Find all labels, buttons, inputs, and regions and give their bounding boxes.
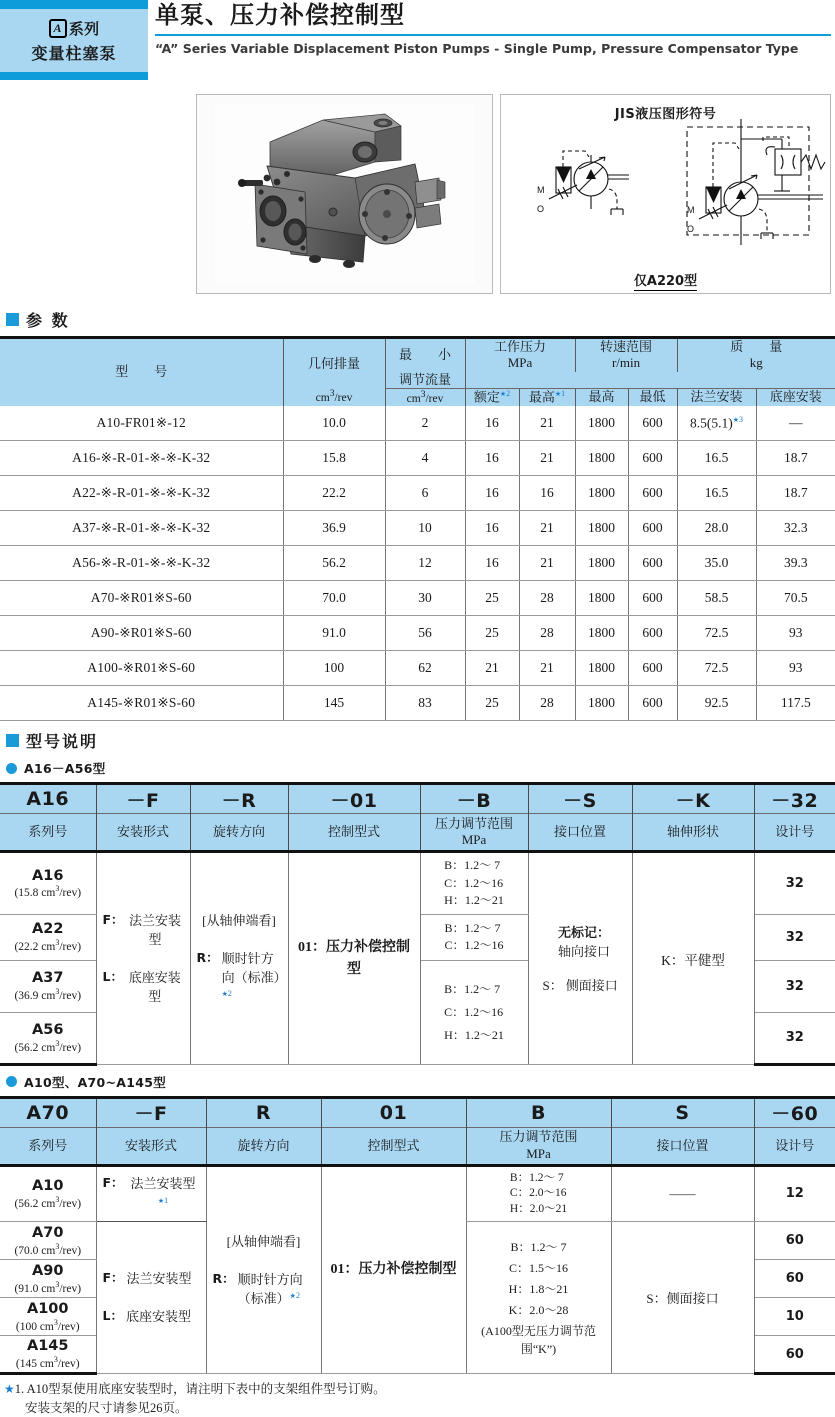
cell-mfoot: 93 [756,651,835,686]
cell-smax: 1800 [575,476,628,511]
cell-mfoot: — [756,406,835,441]
parameters-table [0,336,835,721]
label-cell: 安装形式 [96,814,190,852]
cell-mfoot: 117.5 [756,686,835,721]
design-number-cell: 32 [754,852,835,914]
cell-pmax: 21 [519,441,575,476]
cell-minflow: 12 [385,546,465,581]
design-number-cell: 10 [754,1298,835,1336]
series-cell: A10 (56.2 $cm^3/rev$) [0,1165,96,1222]
cell-mflange: 8.5(5.1) ★ $^3$ [677,406,756,441]
code-row [0,784,835,814]
design-number-cell: 32 [754,914,835,960]
label-cell: 控制型式 [288,814,420,852]
cell-model: A145-※R01※S-60 [0,686,283,721]
cell-model: A70-※R01※S-60 [0,581,283,616]
model-section-title [6,729,835,752]
section-marker-square [6,734,19,747]
label-cell: 旋转方向 [206,1127,321,1165]
cell-minflow: 10 [385,511,465,546]
code-cell: －K [632,784,754,814]
label-row [0,814,835,852]
cell-prated: 16 [465,476,519,511]
cell-pmax: 28 [519,616,575,651]
label-cell: 系列号 [0,814,96,852]
mount-cell: F： 法兰安装型 L： 底座安装型 [96,852,190,1064]
series-cell: A56 (56.2 $cm^3/rev$) [0,1012,96,1064]
params-header-row-1 [0,338,835,372]
figures-row [0,90,835,300]
label-cell: 系列号 [0,1127,96,1165]
pressure-range-cell: B：1.2～ 7 C：1.5～16 H：1.8～21 K：2.0～28 (A100型无压力调节范围“K”) [466,1222,611,1374]
cell-prated: 21 [465,651,519,686]
table-row [0,686,835,721]
cell-mflange: 16.5 [677,476,756,511]
cell-mfoot: 18.7 [756,441,835,476]
th-mass: 质 量 kg [677,338,835,372]
cell-mflange: 58.5 [677,581,756,616]
bullet-dot-icon [6,763,17,774]
mount-cell-a10: F： 法兰安装型★ $^1$ [96,1165,206,1222]
port-cell: 无标记： 轴向接口 S： 侧面接口 [528,852,632,1064]
label-cell: 压力调节范围 MPa [466,1127,611,1165]
table-row [0,1165,835,1222]
design-number-cell: 12 [754,1165,835,1222]
th-spacer [465,372,835,389]
model-table2-subtitle [6,1073,835,1091]
pressure-range-cell: B：1.2～ 7 C：1.2～16 [420,914,528,960]
cell-pmax: 28 [519,581,575,616]
cell-prated: 25 [465,581,519,616]
cell-smax: 1800 [575,616,628,651]
cell-model: A90-※R01※S-60 [0,616,283,651]
cell-mflange: 35.0 [677,546,756,581]
series-cell: A100 (100 $cm^3/rev$) [0,1298,96,1336]
cell-mflange: 28.0 [677,511,756,546]
jis-port-o-right: O [687,224,695,234]
label-cell: 旋转方向 [190,814,288,852]
cell-smin: 600 [628,581,677,616]
th-mass-flange: 法兰安装 [677,388,756,406]
section-marker-square [6,313,19,326]
mount-cell: F： 法兰安装型 L： 底座安装型 [96,1222,206,1374]
cell-mfoot: 32.3 [756,511,835,546]
jis-symbol-box [500,94,831,294]
page-header [0,0,835,88]
cell-minflow: 62 [385,651,465,686]
cell-smax: 1800 [575,406,628,441]
cell-smin: 600 [628,441,677,476]
th-displacement-unit: $cm^3$/rev [283,388,385,406]
pressure-range-cell-a10: B：1.2～ 7 C：2.0～16 H：2.0～21 [466,1165,611,1222]
cell-pmax: 28 [519,686,575,721]
jis-symbol-title: JIS液压图形符号 [614,107,717,122]
design-number-cell: 32 [754,960,835,1012]
th-minflow-unit: $cm^3$/rev [385,388,465,406]
port-cell-a10: —— [611,1165,754,1222]
label-cell: 接口位置 [611,1127,754,1165]
cell-smax: 1800 [575,686,628,721]
pump-photo [215,104,475,284]
series-cell: A90 (91.0 $cm^3/rev$) [0,1260,96,1298]
star-icon: ★ [4,1382,15,1397]
cell-prated: 16 [465,511,519,546]
series-cell: A37 (36.9 $cm^3/rev$) [0,960,96,1012]
bullet-dot-icon [6,1076,17,1087]
cell-prated: 16 [465,441,519,476]
cell-smin: 600 [628,476,677,511]
cell-disp: 91.0 [283,616,385,651]
label-cell: 轴伸形状 [632,814,754,852]
rotation-cell: [从轴伸端看] R： 顺时针方向（标准） ★ $^2$ [206,1165,321,1374]
cell-model: A10-FR01※-12 [0,406,283,441]
cell-prated: 25 [465,686,519,721]
cell-pmax: 16 [519,476,575,511]
cell-model: A56-※-R-01-※-※-K-32 [0,546,283,581]
series-badge-line1-text: 系列 [68,19,100,38]
jis-symbol-diagram [501,117,832,267]
shaft-cell: K：平健型 [632,852,754,1064]
port-cell: S：侧面接口 [611,1222,754,1374]
model-title-text: 型号说明 [26,732,99,752]
cell-mfoot: 18.7 [756,476,835,511]
model-table1-subtitle [6,759,835,777]
cell-model: A16-※-R-01-※-※-K-32 [0,441,283,476]
rotation-cell: [从轴伸端看] R： 顺时针方向（标准）★ $^2$ [190,852,288,1064]
cell-pmax: 21 [519,511,575,546]
code-cell: －R [190,784,288,814]
header-title-block [155,2,831,57]
cell-disp: 100 [283,651,385,686]
design-number-cell: 32 [754,1012,835,1064]
pump-photo-box [196,94,493,294]
cell-pmax: 21 [519,651,575,686]
series-badge [0,0,148,80]
cell-smin: 600 [628,511,677,546]
table-row [0,852,835,914]
cell-smin: 600 [628,686,677,721]
label-cell: 压力调节范围 MPa [420,814,528,852]
model-table1-subtitle-text: A16－A56型 [24,761,106,777]
cell-prated: 16 [465,406,519,441]
series-badge-line2: 变量柱塞泵 [31,43,117,63]
th-speed: 转速范围 r/min [575,338,677,372]
cell-prated: 25 [465,616,519,651]
cell-smax: 1800 [575,546,628,581]
page-subtitle: “A” Series Variable Displacement Piston Pumps - Single Pump, Pressure Compensator Type [155,40,799,56]
table-row [0,511,835,546]
code-cell: －01 [288,784,420,814]
cell-mfoot: 39.3 [756,546,835,581]
series-badge-line1 [49,18,100,39]
jis-port-o-left: O [537,204,545,214]
model-designation-table-2 [0,1096,835,1376]
cell-disp: 36.9 [283,511,385,546]
cell-minflow: 2 [385,406,465,441]
footnote-text-1: A10型泵使用底座安装型时，请注明下表中的支架组件型号订购。 [26,1382,386,1397]
cell-model: A22-※-R-01-※-※-K-32 [0,476,283,511]
cell-mflange: 72.5 [677,651,756,686]
control-cell: 01：压力补偿控制型 [321,1165,466,1374]
footnote-line-1 [4,1380,835,1398]
table-row [0,546,835,581]
model-table2-subtitle-text: A10型、A70~A145型 [24,1074,167,1090]
cell-minflow: 56 [385,616,465,651]
footnote-line-2: 安装支架的尺寸请参见26页。 [25,1400,188,1415]
table-row [0,581,835,616]
label-cell: 设计号 [754,1127,835,1165]
label-cell: 安装形式 [96,1127,206,1165]
cell-disp: 15.8 [283,441,385,476]
cell-disp: 10.0 [283,406,385,441]
th-mass-foot: 底座安装 [756,388,835,406]
code-cell: －F [96,784,190,814]
series-cell: A22 (22.2 $cm^3/rev$) [0,914,96,960]
cell-pmax: 21 [519,406,575,441]
code-cell: S [611,1097,754,1127]
cell-smax: 1800 [575,441,628,476]
th-pressure-max: 最高 ★ $^1$ [519,388,575,406]
code-cell: R [206,1097,321,1127]
th-minflow-1: 最 小 [385,338,465,372]
cell-smin: 600 [628,406,677,441]
pressure-range-cell: B：1.2～ 7 C：1.2～16 H：1.2～21 [420,852,528,914]
series-cell: A70 (70.0 $cm^3/rev$) [0,1222,96,1260]
code-cell: A16 [0,784,96,814]
cell-model: A37-※-R-01-※-※-K-32 [0,511,283,546]
a-logo-mark: A [49,19,67,38]
cell-disp: 56.2 [283,546,385,581]
code-row [0,1097,835,1127]
cell-mfoot: 93 [756,616,835,651]
pressure-range-cell: B：1.2～ 7 C：1.2～16 H：1.2～21 [420,960,528,1064]
cell-smin: 600 [628,651,677,686]
jis-port-m-right: M [687,205,695,215]
jis-symbol-footer: 仅A220型 [633,274,698,289]
design-number-cell: 60 [754,1260,835,1298]
cell-smin: 600 [628,546,677,581]
cell-mfoot: 70.5 [756,581,835,616]
table-row [0,616,835,651]
label-row [0,1127,835,1165]
th-pressure: 工作压力 MPa [465,338,575,372]
cell-minflow: 30 [385,581,465,616]
cell-disp: 22.2 [283,476,385,511]
th-pressure-rated: 额定 ★ $^2$ [465,388,519,406]
cell-mflange: 72.5 [677,616,756,651]
cell-smax: 1800 [575,581,628,616]
table-row [0,441,835,476]
table-row [0,406,835,441]
table-row [0,476,835,511]
page-title: 单泵、压力补偿控制型 [155,1,405,29]
code-cell: －60 [754,1097,835,1127]
code-cell: －32 [754,784,835,814]
code-cell: －F [96,1097,206,1127]
label-cell: 控制型式 [321,1127,466,1165]
footnote-number: 1. [14,1382,25,1397]
cell-disp: 70.0 [283,581,385,616]
cell-model: A100-※R01※S-60 [0,651,283,686]
series-cell: A145 (145 $cm^3/rev$) [0,1336,96,1374]
th-minflow-2: 调节流量 [385,372,465,389]
label-cell: 设计号 [754,814,835,852]
series-cell: A16 (15.8 $cm^3/rev$) [0,852,96,914]
cell-minflow: 4 [385,441,465,476]
cell-smax: 1800 [575,511,628,546]
cell-minflow: 83 [385,686,465,721]
cell-minflow: 6 [385,476,465,511]
label-cell: 接口位置 [528,814,632,852]
cell-pmax: 21 [519,546,575,581]
code-cell: 01 [321,1097,466,1127]
model-designation-table-1 [0,782,835,1065]
footnote [4,1380,835,1417]
code-cell: A70 [0,1097,96,1127]
params-title-text: 参 数 [26,311,70,330]
th-speed-min: 最低 [628,388,677,406]
jis-port-m-left: M [537,185,545,195]
table-row [0,651,835,686]
cell-disp: 145 [283,686,385,721]
cell-prated: 16 [465,546,519,581]
params-section-title [6,308,835,331]
th-model: 型 号 [0,338,283,406]
cell-smax: 1800 [575,651,628,686]
cell-mflange: 92.5 [677,686,756,721]
cell-mflange: 16.5 [677,441,756,476]
cell-smin: 600 [628,616,677,651]
code-cell: B [466,1097,611,1127]
th-speed-max: 最高 [575,388,628,406]
th-displacement: 几何排量 [283,338,385,389]
control-cell: 01：压力补偿控制型 [288,852,420,1064]
code-cell: －S [528,784,632,814]
design-number-cell: 60 [754,1336,835,1374]
code-cell: －B [420,784,528,814]
title-divider [155,34,831,36]
design-number-cell: 60 [754,1222,835,1260]
